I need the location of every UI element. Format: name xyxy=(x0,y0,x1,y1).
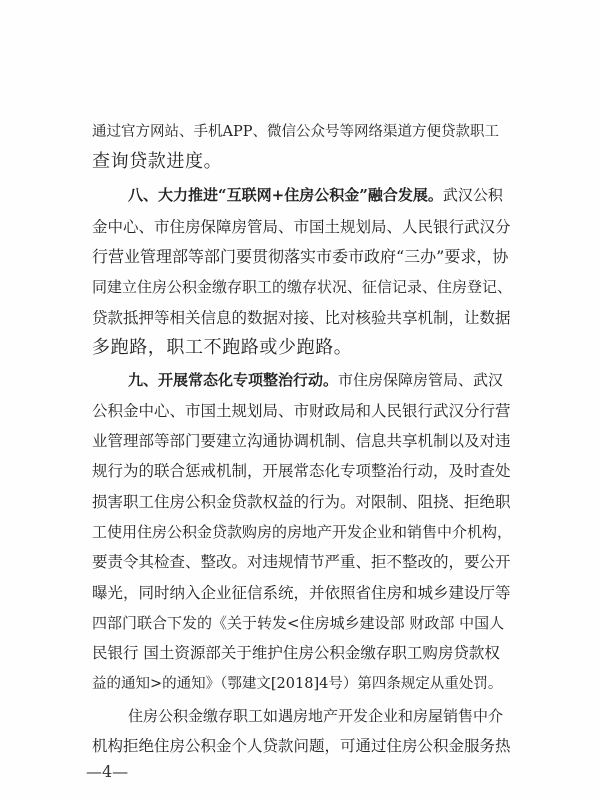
section-9-line xyxy=(128,365,503,395)
section-8-heading: 八、大力推进“互联网+住房公积金”融合发展。 xyxy=(128,186,443,204)
section-8-text: 武汉公积 xyxy=(442,186,503,204)
body-line: 益的通知>的通知》（鄂建文[2018]4号）第四条规定从重处罚。 xyxy=(92,676,503,692)
body-line: 贷款抵押等相关信息的数据对接、比对核验共享机制，让数据 xyxy=(92,309,511,327)
section-9-text: 市住房保障房管局、武汉 xyxy=(338,371,504,389)
body-line: 规行为的联合惩戒机制，开展常态化专项整治行动，及时查处 xyxy=(92,462,511,480)
body-line: 工使用住房公积金贷款购房的房地产开发企业和销售中介机构， xyxy=(92,523,513,541)
body-line: 业管理部等部门要建立沟通协调机制、信息共享机制以及对违 xyxy=(92,432,511,450)
page-number: —4— xyxy=(86,762,129,781)
body-line: 四部门联合下发的《关于转发<住房城乡建设部 财政部 中国人 xyxy=(92,614,505,632)
body-line: 行营业管理部等部门要贯彻落实市委市政府“三办”要求，协 xyxy=(92,247,509,266)
paragraph-line: 住房公积金缴存职工如遇房地产开发企业和房屋销售中介 xyxy=(128,707,504,725)
body-line: 损害职工住房公积金贷款权益的行为。对限制、阻挠、拒绝职 xyxy=(92,493,511,511)
body-line: 同建立住房公积金缴存职工的缴存状况、征信记录、住房登记、 xyxy=(92,278,513,296)
body-line: 曝光，同时纳入企业征信系统，并依照省住房和城乡建设厅等 xyxy=(92,584,511,602)
body-line: 要责令其检查、整改。对违规情节严重、拒不整改的，要公开 xyxy=(92,553,511,571)
body-line: 查询贷款进度。 xyxy=(92,151,223,172)
body-line: 公积金中心、市国土规划局、市财政局和人民银行武汉分行营 xyxy=(92,402,511,420)
body-line: 通过官方网站、手机APP、微信公众号等网络渠道方便贷款职工 xyxy=(92,124,499,140)
body-line: 多跑路，职工不跑路或少跑路。 xyxy=(92,337,353,358)
section-9-heading: 九、开展常态化专项整治行动。 xyxy=(128,371,339,389)
section-8-line xyxy=(128,180,503,210)
body-line: 民银行 国土资源部关于维护住房公积金缴存职工购房贷款权 xyxy=(92,644,500,662)
body-line: 机构拒绝住房公积金个人贷款问题，可通过住房公积金服务热 xyxy=(92,737,511,755)
body-line: 金中心、市住房保障房管局、市国土规划局、人民银行武汉分 xyxy=(92,218,511,236)
